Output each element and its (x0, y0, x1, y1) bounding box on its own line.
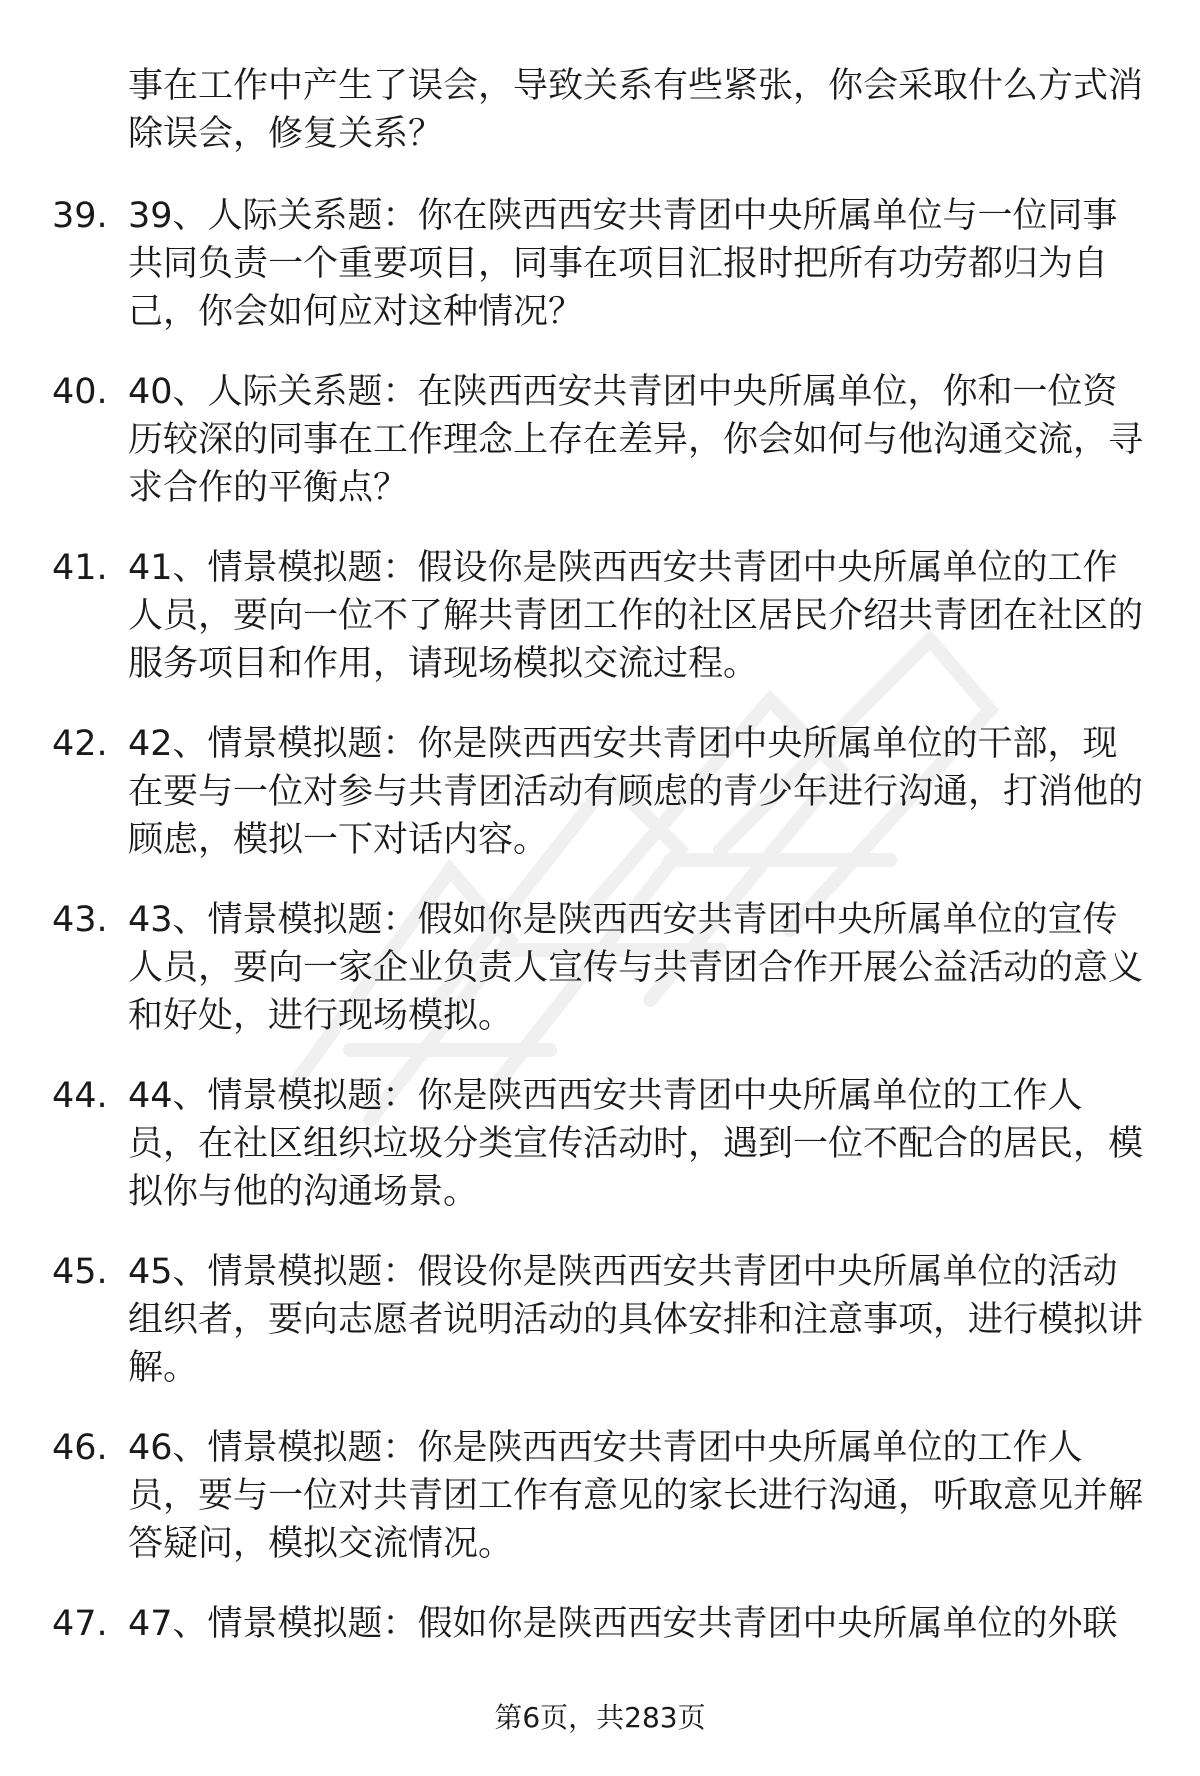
question-text: 46、情景模拟题：你是陕西西安共青团中央所属单位的工作人员，要与一位对共青团工作有意见的家长进行沟通，听取意见并解答疑问，模拟交流情况。 (128, 1428, 1144, 1564)
question-number: 40. (52, 372, 108, 412)
question-text: 45、情景模拟题：假设你是陕西西安共青团中央所属单位的活动组织者，要向志愿者说明活动的具体安排和注意事项，进行模拟讲解。 (128, 1252, 1144, 1388)
question-text: 40、人际关系题：在陕西西安共青团中央所属单位，你和一位资历较深的同事在工作理念上存在差异，你会如何与他沟通交流，寻求合作的平衡点？ (128, 372, 1144, 508)
list-item (0, 1248, 1200, 1424)
question-number: 47. (52, 1604, 108, 1644)
question-number: 46. (52, 1428, 108, 1468)
list-item (0, 192, 1200, 368)
list-item (0, 1600, 1200, 1776)
question-number: 45. (52, 1252, 108, 1292)
question-text: 43、情景模拟题：假如你是陕西西安共青团中央所属单位的宣传人员，要向一家企业负责人宣传与共青团合作开展公益活动的意义和好处，进行现场模拟。 (128, 900, 1144, 1036)
continuation-text: 事在工作中产生了误会，导致关系有些紧张，你会采取什么方式消除误会，修复关系？ (128, 66, 1144, 154)
list-item (0, 720, 1200, 896)
question-text: 41、情景模拟题：假设你是陕西西安共青团中央所属单位的工作人员，要向一位不了解共青团工作的社区居民介绍共青团在社区的服务项目和作用，请现场模拟交流过程。 (128, 548, 1144, 684)
question-number: 41. (52, 548, 108, 588)
question-text: 47、情景模拟题：假如你是陕西西安共青团中央所属单位的外联 (128, 1604, 1118, 1644)
question-text: 44、情景模拟题：你是陕西西安共青团中央所属单位的工作人员，在社区组织垃圾分类宣传活动时，遇到一位不配合的居民，模拟你与他的沟通场景。 (128, 1076, 1144, 1212)
question-number: 43. (52, 900, 108, 940)
question-number: 39. (52, 196, 108, 236)
list-item (0, 1424, 1200, 1600)
question-text: 39、人际关系题：你在陕西西安共青团中央所属单位与一位同事共同负责一个重要项目，同事在项目汇报时把所有功劳都归为自己，你会如何应对这种情况？ (128, 196, 1118, 332)
question-list (0, 192, 1200, 1776)
list-item (0, 896, 1200, 1072)
question-number: 42. (52, 724, 108, 764)
list-item (0, 544, 1200, 720)
question-text: 42、情景模拟题：你是陕西西安共青团中央所属单位的干部，现在要与一位对参与共青团活动有顾虑的青少年进行沟通，打消他的顾虑，模拟一下对话内容。 (128, 724, 1144, 860)
list-item (0, 1072, 1200, 1248)
page-footer: 第6页，共283页 (494, 1701, 706, 1734)
list-item (0, 368, 1200, 544)
question-number: 44. (52, 1076, 108, 1116)
